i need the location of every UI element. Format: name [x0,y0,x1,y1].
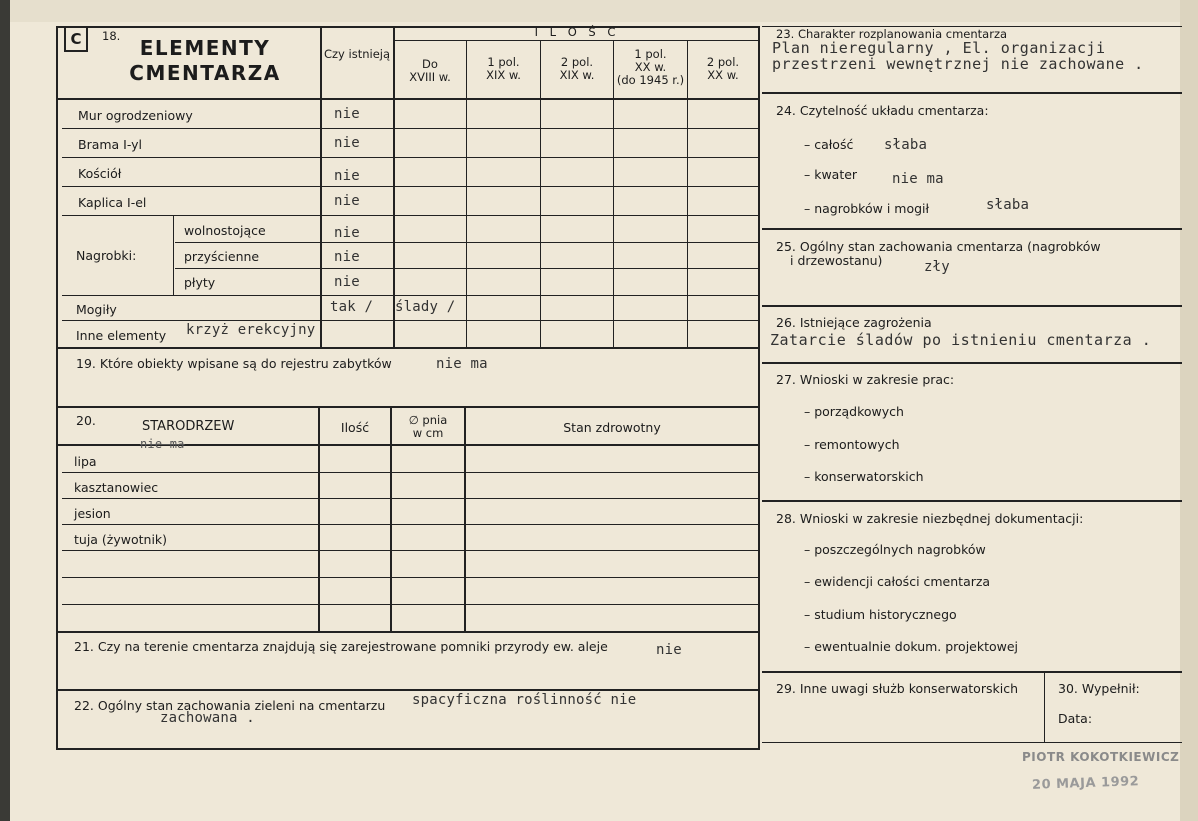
stamp-name: PIOTR KOKOTKIEWICZ [1022,750,1180,764]
scan-right-edge [1180,0,1198,821]
s20-col-qty-header: Ilość [340,420,370,435]
s26-value: Zatarcie śladów po istnieniu cmentarza . [770,331,1152,349]
col-exists-header: Czy istnieją [323,47,391,61]
s22-value-line1: spacyficzna roślinność nie [412,692,637,708]
period-header-4: 2 pol. XX w. [706,55,740,83]
s27-label: 27. Wnioski w zakresie prac: [776,372,955,387]
s18-title-line2: CMENTARZA [129,61,281,85]
ilosc-header: I L O Ś C [534,25,620,39]
stamp-date: 20 MAJA 1992 [1031,774,1140,793]
s18-number: 18. [102,29,121,43]
row-line [62,186,760,187]
s25-label-line2: i drzewostanu) [790,253,883,268]
s28-label: 28. Wnioski w zakresie niezbędnej dokumentacji: [776,511,1084,526]
s24-label: 24. Czytelność układu cmentarza: [776,103,989,118]
s20-number: 20. [76,413,96,428]
row-label-kosciol: Kościół [78,166,122,181]
mogily-value: tak / [330,299,374,315]
s29-label: 29. Inne uwagi służb konserwatorskich [776,681,1018,696]
s27-item-porzadkowych: – porządkowych [804,404,904,419]
s25-bottom-line [762,305,1182,307]
col-line-p5 [687,40,688,348]
s20-title: STARODRZEW [142,419,235,434]
s19-label: 19. Które obiekty wpisane są do rejestru zabytków [76,356,392,371]
period-header-1: 1 pol. XIX w. [486,55,521,83]
s24-item-nagrobkow: – nagrobków i mogił [804,201,930,216]
row-line [62,320,760,321]
s18-header-line [56,98,760,100]
col-line-nagrobki [173,216,174,296]
col-line-exists [320,26,322,348]
left-border-bottom [56,748,760,750]
nagrobki-przyscienne-label: przyścienne [184,249,260,264]
s24-value-nagrobkow: słaba [986,197,1030,213]
s22-label: 22. Ogólny stan zachowania zieleni na cmentarzu [74,698,386,713]
s22-value-line2: zachowana . [160,710,255,726]
s20-col-qty [318,406,320,632]
inne-value: krzyż erekcyjny [186,322,316,338]
s21-value: nie [656,642,682,658]
row-line [62,128,760,129]
s28-item-nagrobkow: – poszczególnych nagrobków [804,542,986,557]
s19-value: nie ma [436,356,488,372]
row-line [62,472,760,473]
period-header-2: 2 pol. XIX w. [559,55,595,83]
s30-date-label: Data: [1058,711,1093,726]
s27-item-remontowych: – remontowych [804,437,900,452]
s18-bottom-line [56,347,760,349]
mogily-period-value: ślady / [395,299,456,315]
row-line [62,577,760,578]
row-line [175,268,760,269]
s18-title-line1: ELEMENTY [139,36,271,60]
row-value-kosciol: nie [334,168,360,184]
nagrobki-przyscienne-value: nie [334,249,360,265]
row-line [175,242,760,243]
inne-label: Inne elementy [76,328,167,343]
s21-label: 21. Czy na terenie cmentarza znajdują się zarejestrowane pomniki przyrody ew. aleje [74,639,608,654]
s20-struck-text: nie ma [140,437,185,451]
s20-bottom-line [56,631,760,633]
s24-value-kwater: nie ma [892,171,944,187]
s20-col-diam-header: ∅ pnia w cm [408,413,448,441]
left-border-left [56,26,58,750]
row-value-mur: nie [334,106,360,122]
s29-s30-divider [1044,671,1045,742]
s20-col-health [464,406,466,632]
s23-bottom-line [762,92,1182,94]
col-line-p2 [466,40,467,348]
s24-item-calosc: – całość [804,137,854,152]
s24-value-calosc: słaba [884,137,928,153]
tree-tuja: tuja (żywotnik) [74,532,168,547]
s24-bottom-line [762,228,1182,230]
s24-item-kwater: – kwater [804,167,858,182]
s28-item-projektowej: – ewentualnie dokum. projektowej [804,639,1019,654]
s26-label: 26. Istniejące zagrożenia [776,315,932,330]
scan-top-edge [0,0,1198,22]
scan-left-edge [0,0,10,821]
s26-bottom-line [762,362,1182,364]
s20-col-health-header: Stan zdrowotny [563,420,661,435]
s18-title [100,36,310,86]
tree-lipa: lipa [74,454,97,469]
row-line [62,215,760,216]
nagrobki-wolnostojace-value: nie [334,225,360,241]
s27-item-konserwatorskich: – konserwatorskich [804,469,924,484]
left-border-right [758,26,760,750]
nagrobki-label: Nagrobki: [76,248,137,263]
row-line [62,498,760,499]
s30-label: 30. Wypełnił: [1058,681,1140,696]
s25-label-line1: 25. Ogólny stan zachowania cmentarza (nagrobków [776,239,1101,254]
s23-label: 23. Charakter rozplanowania cmentarza [776,27,1008,41]
row-line [62,524,760,525]
row-line [62,550,760,551]
s27-bottom-line [762,500,1182,502]
row-value-kaplica: nie [334,193,360,209]
s19-bottom-line [56,406,760,408]
row-line [62,157,760,158]
s25-value: zły [924,259,950,275]
row-value-brama: nie [334,135,360,151]
period-header-3: 1 pol. XX w. (do 1945 r.) [616,47,685,88]
col-line-p3 [540,40,541,348]
nagrobki-plyty-value: nie [334,274,360,290]
nagrobki-plyty-label: płyty [184,275,216,290]
row-line [62,604,760,605]
row-label-brama: Brama I-yl [78,137,143,152]
row-label-mur: Mur ogrodzeniowy [78,108,193,123]
row-label-kaplica: Kaplica I-el [78,195,147,210]
right-border-bottom [762,742,1182,743]
row-line [62,295,760,296]
s28-bottom-line [762,671,1182,673]
period-header-0: Do XVIII w. [409,57,451,85]
tree-jesion: jesion [74,506,111,521]
s23-value-line1: Plan nieregularny , El. organizacji [772,39,1106,57]
section-letter-box: C [64,26,88,52]
nagrobki-wolnostojace-label: wolnostojące [184,223,266,238]
s23-value-line2: przestrzeni wewnętrznej nie zachowane . [772,55,1144,73]
s28-item-studium: – studium historycznego [804,607,957,622]
mogily-label: Mogiły [76,302,117,317]
s28-item-ewidencji: – ewidencji całości cmentarza [804,574,991,589]
ilosc-line [394,40,760,41]
s21-bottom-line [56,689,760,691]
tree-kasztanowiec: kasztanowiec [74,480,159,495]
